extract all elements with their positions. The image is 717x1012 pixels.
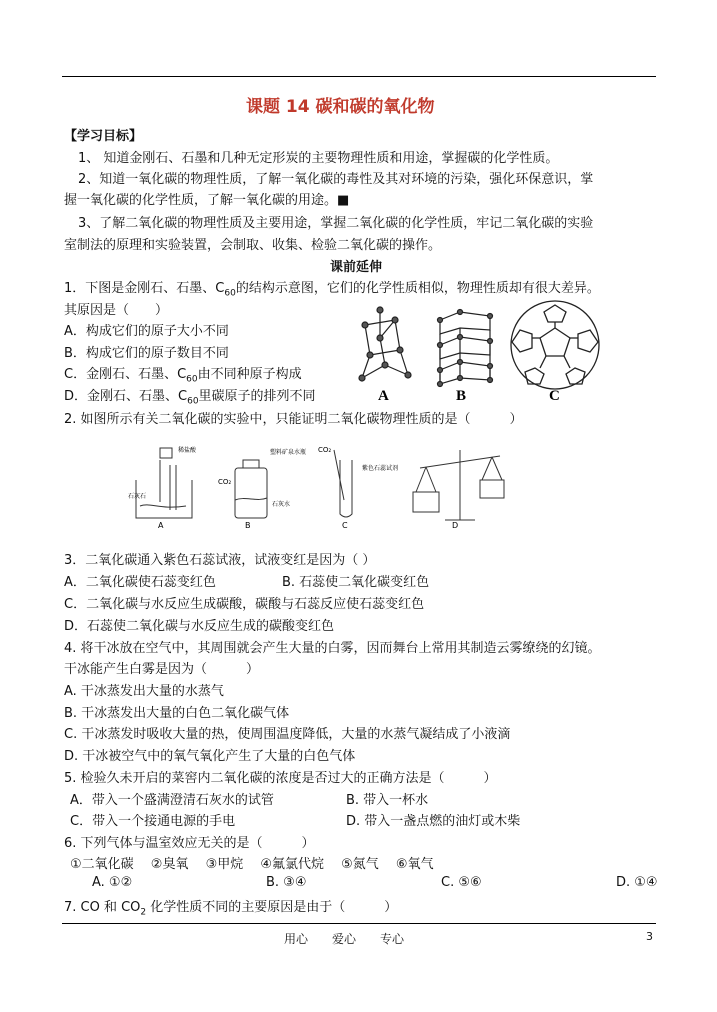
label-bottle: 塑料矿泉水瓶 [270,449,307,456]
label-acid: 稀盐酸 [178,447,197,454]
objective-line: 室制法的原理和实验装置，会制取、收集、检验二氧化碳的操作。 [64,238,442,253]
experiment-d-icon [413,450,504,520]
q6-items: ①二氧化碳 ②臭氧 ③甲烷 ④氟氯代烷 ⑤氮气 ⑥氧气 [70,857,434,872]
q5-option-b: B. 带入一杯水 [346,793,429,808]
q2-stem: 2. 如图所示有关二氧化碳的实验中，只能证明二氧化碳物理性质的是（ ） [64,412,523,427]
page-number: 3 [646,930,653,943]
label-stone: 石灰石 [128,493,147,500]
co2-experiments-figure [130,440,530,530]
q3-option-d: D．石蕊使二氧化碳与水反应生成的碳酸变红色 [64,619,335,634]
fig2-label-a: A [158,521,164,530]
q5-option-d: D. 带入一盏点燃的油灯或木柴 [346,814,521,829]
q1-option-a: A．构成它们的原子大小不同 [64,324,229,339]
q6-option-a: A. ①② [92,875,133,890]
q3-option-a: A．二氧化碳使石蕊变红色 [64,575,216,590]
q4-option-c: C. 干冰蒸发时吸收大量的热，使周围温度降低，大量的水蒸气凝结成了小液滴 [64,727,511,742]
q5-option-a: A．带入一个盛满澄清石灰水的试管 [70,793,274,808]
q1-option-c: C．金刚石、石墨、$C_{60}$由不同种原子构成 [64,367,302,385]
objective-line: 3、了解二氧化碳的物理性质及主要用途，掌握二氧化碳的化学性质，牢记二氧化碳的实验 [78,216,594,231]
experiment-b-icon [235,460,267,518]
fig2-label-b: B [245,521,251,530]
objective-line: 握一氧化碳的化学性质，了解一氧化碳的用途。■ [64,193,350,208]
diamond-structure-icon [359,307,411,381]
fig-label-c: C [549,388,560,404]
q4-option-d: D. 干冰被空气中的氧气氧化产生了大量的白色气体 [64,749,356,764]
carbon-structures-figure [350,300,615,405]
fig2-label-d: D [452,521,459,530]
objective-line: 1、 知道金刚石、石墨和几种无定形炭的主要物理性质和用途，掌握碳的化学性质。 [78,151,559,166]
q6-option-b: B. ③④ [266,875,307,890]
q3-option-b: B. 石蕊使二氧化碳变红色 [282,575,430,590]
q3-stem: 3．二氧化碳通入紫色石蕊试液，试液变红是因为（ ） [64,553,376,568]
fig-label-b: B [456,388,467,404]
q5-stem: 5. 检验久未开启的菜窖内二氧化碳的浓度是否过大的正确方法是（ ） [64,771,497,786]
footer-motto: 用心 爱心 专心 [284,932,405,946]
experiment-a-icon [136,448,192,518]
objective-line: 2、知道一氧化碳的物理性质，了解一氧化碳的毒性及其对环境的污染，强化环保意识，掌 [78,172,594,187]
q1-stem: 1．下图是金刚石、石墨、$C_{60}$的结构示意图，它们的化学性质相似，物理性质却有很大差异。 [64,281,600,299]
objectives-heading: 【学习目标】 [64,129,143,144]
q4-option-a: A. 干冰蒸发出大量的水蒸气 [64,684,224,699]
q4-stem: 4. 将干冰放在空气中，其周围就会产生大量的白雾，因而舞台上常用其制造云雾缭绕的幻镜。 [64,641,601,656]
label-co2-c: CO₂ [318,446,332,454]
footer-rule [62,923,656,924]
q1-option-b: B．构成它们的原子数目不同 [64,346,229,361]
fig-label-a: A [378,388,389,404]
q4-option-b: B. 干冰蒸发出大量的白色二氧化碳气体 [64,706,290,721]
q6-option-d: D. ①④ [616,875,658,890]
q1-stem2: 其原因是（ ） [64,303,169,318]
graphite-structure-icon [438,310,493,387]
section-heading: 课前延伸 [330,260,383,275]
fig2-label-c: C [342,521,348,530]
q1-option-d: D．金刚石、石墨、$C_{60}$里碳原子的排列不同 [64,389,316,407]
label-co2-b: CO₂ [218,478,232,486]
label-litmus: 紫色石蕊试剂 [362,465,399,472]
label-limewater: 石灰水 [272,501,291,508]
q7-stem: 7. CO 和 $CO_2$ 化学性质不同的主要原因是由于（ ） [64,900,398,918]
page-title: 课题 14 碳和碳的氧化物 [246,97,435,117]
c60-structure-icon [511,301,599,389]
q5-option-c: C．带入一个接通电源的手电 [70,814,236,829]
experiment-c-icon [334,450,352,517]
q6-stem: 6. 下列气体与温室效应无关的是（ ） [64,836,315,851]
q3-option-c: C．二氧化碳与水反应生成碳酸，碳酸与石蕊反应使石蕊变红色 [64,597,425,612]
q4-stem2: 干冰能产生白雾是因为（ ） [64,662,260,677]
top-rule [62,76,656,77]
q6-option-c: C. ⑤⑥ [441,875,482,890]
